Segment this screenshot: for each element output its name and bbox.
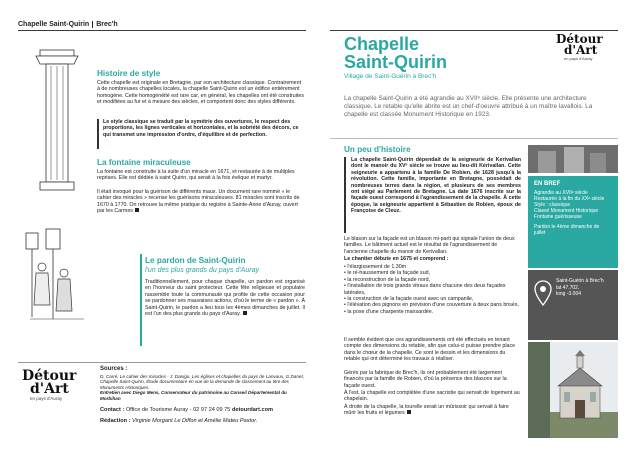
page-subtitle: Village de Saint-Guérin à Brec'h [344, 73, 437, 80]
pardon-text-body: Traditionnellement, pour chaque chapelle, un pardon est organisé en l'honneur du saint protecteur. Cette fête religieuse et populaire rassemble toute la communauté qui profite de cette occasion pour se pardonner ses mauvaises actions, d'où le terme de « pardon ». À Saint-Quirin, le pardon a lieu tous les 4èmes dimanches de juillet. Il est l'un des plus grands du pays d'Auray. [145, 279, 306, 318]
interior-photo [528, 145, 618, 173]
en-bref-item: Classé Monument Historique [534, 208, 599, 214]
section-heading-style: Histoire de style [97, 69, 161, 78]
intro-rule [330, 138, 618, 139]
source-item: Entretien avec Diego Mens, Conservateur du patrimoine au Conseil Départemental du Morbihan [100, 390, 287, 401]
pardon-text [145, 279, 305, 317]
end-mark-icon [407, 410, 411, 414]
brand-logo [556, 34, 620, 61]
contact-label: Contact : [100, 407, 125, 413]
fontaine-p2-text: Il était invoqué pour la guérison de différents maux. Un document rare nommé « le cahier des miracles » recense les guérisons miraculeuses. 81 miracles sont inscrits de 1670 à 1770. On retrouve la même pratique du registre à Sainte-Anne d'Auray, ouvert par les Carmes [97, 189, 300, 215]
quote-bar [97, 119, 99, 149]
en-bref-item: Style : classique [534, 202, 571, 208]
chantier-item: • la construction de la façade ouest avec un campanile, [344, 296, 521, 302]
header-rule [18, 30, 306, 31]
column-illustration [22, 46, 92, 196]
intro-text: La chapelle Saint-Quirin a été agrandie au XVIIᵉ siècle. Elle présente une architecture classique. Le retable qu'elle abrite est un chef-d'oeuvre attribué à un maître lavallois. La chapelle est classée Monument Historique en 1923. [344, 95, 593, 118]
histoire-p6 [344, 404, 521, 417]
chantier-item: • le ré-haussement de la façade sud, [344, 270, 521, 276]
location-name: Saint-Guérin à Brec'h [556, 278, 604, 284]
page-title [344, 35, 447, 71]
contact-text: Office de Tourisme Auray - 02 97 24 09 75 [125, 407, 231, 413]
section-heading-fontaine: La fontaine miraculeuse [97, 158, 191, 167]
section-heading-histoire: Un peu d'histoire [344, 145, 411, 154]
en-bref-item: Pardon le 4ème dimanche de juillet [534, 224, 600, 236]
title-line2: Saint-Quirin [344, 52, 447, 72]
brand-logo-bottom [22, 370, 92, 401]
sources-rule [18, 362, 306, 363]
title-line1: Chapelle [344, 34, 420, 54]
en-bref-item: Restaurée à la fin du XXᵉ siècle [534, 196, 605, 202]
location-box [528, 270, 618, 340]
en-bref-item: Fontaine guérisseuse [534, 214, 582, 220]
fontaine-p1: La fontaine est construite à la suite d'un miracle en 1671, et restaurée à de multiples reprises. Elle est dédiée à saint Quirin, qui serait à la fois évêque et martyr. [97, 169, 295, 182]
en-bref-heading: EN BREF [534, 181, 561, 187]
histoire-p4: Gérés par la fabrique de Brec'h, ils ont probablement été largement financés par la famille de Robien, d'où la présence des blasons sur la façade ouest. [344, 370, 507, 389]
header-town: Brec'h [96, 21, 118, 28]
brand-name-bottom: d'Art [564, 43, 598, 57]
church-photo [528, 342, 618, 438]
style-text: Cette chapelle est originale en Bretagne, par son architecture classique. Contrairement à de nombreuses chapelles locales, la chapelle Saint-Quirin est un édifice entièrement homogène. Cette homogénéité est rare car, en général, les chapelles ont été construites et modifiées au fur et à mesure des siècles, et comportent donc des styles différents. [97, 80, 305, 106]
contact-line [100, 407, 306, 413]
header-rule-right [330, 30, 618, 31]
section-heading-pardon: Le pardon de Saint-Quirin [145, 256, 246, 265]
sources-heading: Sources : [100, 366, 128, 372]
location-long: long -3.004 [556, 291, 582, 297]
chantier-item: • l'élargissement de 1,30m [344, 264, 521, 270]
chantier-item: • l'installation de trois grands vitraux dans chacune des deux façades latérales, [344, 283, 521, 296]
chantier-list [344, 264, 521, 315]
header-tag [18, 21, 118, 28]
end-mark-icon [135, 208, 139, 212]
fontaine-p2 [97, 189, 305, 215]
redaction-label: Rédaction : [100, 418, 131, 424]
website-link[interactable]: detourdart.com [231, 407, 273, 413]
chantier-item: • l'élévation des pignons en prévision d'une couverture à deux pans brisés, [344, 302, 521, 308]
brand-bottom-tagline: en pays d'Auray [30, 396, 63, 401]
chantier-item: • la reconstruction de la façade nord, [344, 277, 521, 283]
histoire-p6-text: À droite de la chapelle, la tourelle serait un mûrissoir qui servait à faire mûrir les fruits et légumes [344, 404, 509, 417]
redaction-line [100, 418, 306, 424]
procession-illustration [24, 227, 136, 337]
brand-tagline: en pays d'Auray [564, 56, 593, 61]
histoire-p5: À l'est, la chapelle est complétée d'une sacristie qui servait de logement au chapelain. [344, 390, 520, 403]
en-bref-item: Agrandie au XVIIᵉ siècle [534, 190, 588, 196]
brand-name-top: Détour [556, 32, 603, 46]
map-pin-icon [534, 280, 552, 306]
header-place: Chapelle Saint-Quirin [18, 21, 90, 28]
source-item: D. Carré, Le cahier des miracles - J. Danigo, Les églises et chapelles du pays de Lanvaux, G.Danet, Chapelle Saint-Quirin, Étude documentaire en vue de la demande de classement au titre des Monuments Historiques. [100, 374, 305, 390]
pardon-subtitle: l'un des plus grands du pays d'Auray [145, 267, 259, 274]
location-lat: lat 47.702, [556, 284, 580, 291]
histoire-p2: Le blason sur la façade est un blason mi-parti qui signale l'union de deux familles. Le bâtiment actuel est le résultat de l'agrandissement de l'ancienne chapelle du manoir de Kerivallan. [344, 236, 515, 255]
location-text [556, 278, 604, 298]
chantier-item: • la pose d'une charpente mansardée. [344, 309, 521, 315]
histoire-p3: Il semble évident que ces agrandissements ont été effectués en tenant compte des dimensions du retable, afin que celui-ci puisse prendre place dans le chœur de la chapelle. Ce sont le dessin et les dimensions du retable qui ont déterminé les travaux à réaliser. [344, 337, 516, 363]
redaction-text: Virginie Morgant Le Diffon et Amélie Mateu Pastor. [132, 418, 258, 424]
histoire-lead: La chapelle Saint-Quirin dépendait de la seigneurie de Kerivallan dont le manoir du XVᵉ siècle se trouve au lieu-dit Kérivallan. Cette seigneurie a appartenu à la famille De Robien, de 1628 jusqu'à la révolution. Cette famille, importante en Bretagne, possédait de nombreuses terres dans la région, et plusieurs de ses membres ont siégé au Parlement de Bretagne. La date 1676 inscrite sur la façade ouest correspond à l'agrandissement de la chapelle. À cette époque, la seigneurie appartient à Sébastien de Robien, époux de Françoise de Cleuz. [351, 157, 521, 215]
brand-bottom-name: d'Art [30, 381, 69, 397]
histoire-bar [344, 157, 346, 233]
brand-bottom-top: Détour [22, 368, 77, 384]
end-mark-icon [243, 311, 247, 315]
sources-list [100, 374, 306, 401]
chantier-heading: Le chantier débute en 1675 et comprend : [344, 256, 449, 262]
style-quote: Le style classique se traduit par la symétrie des ouvertures, le respect des proportions, les lignes verticales et horizontales, et la sobriété des décors, ce qui transmet une impression d'ordre, d'équilibre et de perfection. [103, 119, 299, 138]
en-bref-box [528, 176, 618, 268]
